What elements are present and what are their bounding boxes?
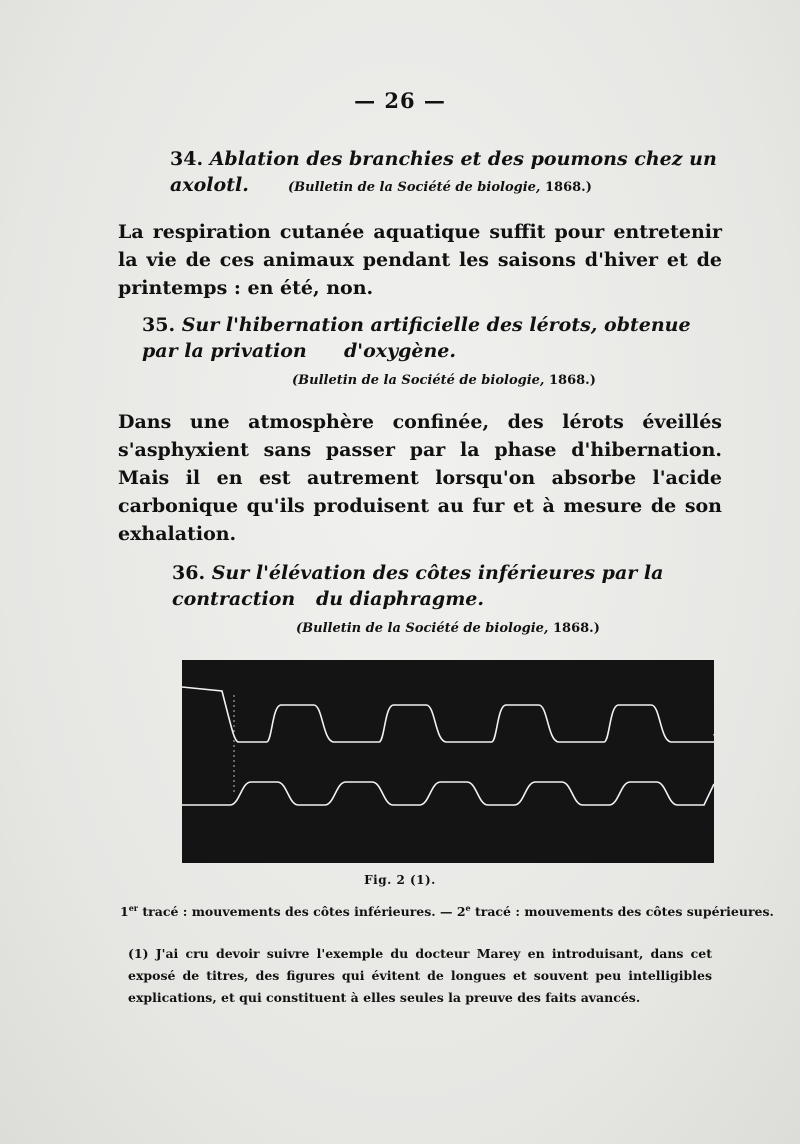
section-title-line2: du diaphragme.: [315, 588, 485, 610]
citation-source: (Bulletin de la Société de biologie,: [296, 621, 549, 636]
citation-year: 1868.): [552, 621, 600, 636]
trace-plot: [182, 660, 714, 863]
citation: [296, 621, 600, 636]
footnote: (1) J'ai cru devoir suivre l'exemple du docteur Marey en introduisant, dans cet exposé de titres, des figures qui évitent de longues et souvent peu intelligibles explications, et qui constituent à elles seules la preuve des faits avancés.: [128, 946, 712, 1005]
section-paragraph-35: Dans une atmosphère confinée, des lérots éveillés s'asphyxient sans passer par la phase d'hibernation. Mais il en est autrement lorsqu'on absorbe l'acide carbonique qu'ils produisent au fur et à mesure de son exhalation.: [118, 411, 722, 545]
section-number: 34.: [170, 148, 204, 170]
citation-year: 1868.): [544, 180, 592, 195]
citation: [288, 180, 592, 195]
citation-source: (Bulletin de la Société de biologie,: [292, 373, 545, 388]
section-paragraph-34: La respiration cutanée aquatique suffit pour entretenir la vie de ces animaux pendant les saisons d'hiver et de printemps : en été, non.: [118, 221, 722, 299]
section-title-line1: Sur l'hibernation artificielle des lérots, obtenue par la privation: [142, 314, 691, 362]
section-number: 36.: [172, 562, 206, 584]
citation: [292, 373, 596, 388]
section-title-line1: Sur l'élévation des côtes inférieures par la contraction: [172, 562, 664, 610]
section-title: Ablation des branchies et des poumons chez un axolotl.: [170, 148, 717, 196]
figure-legend: 1er tracé : mouvements des côtes inférieures. — 2e tracé : mouvements des côtes supérieures.: [120, 903, 774, 920]
section-number: 35.: [142, 314, 176, 336]
page-number: — 26 —: [354, 88, 446, 113]
citation-year: 1868.): [548, 373, 596, 388]
figure-caption: Fig. 2 (1).: [364, 873, 436, 887]
kymograph-figure: [182, 660, 714, 863]
citation-source: (Bulletin de la Société de biologie,: [288, 180, 541, 195]
section-title-line2: d'oxygène.: [343, 340, 457, 362]
